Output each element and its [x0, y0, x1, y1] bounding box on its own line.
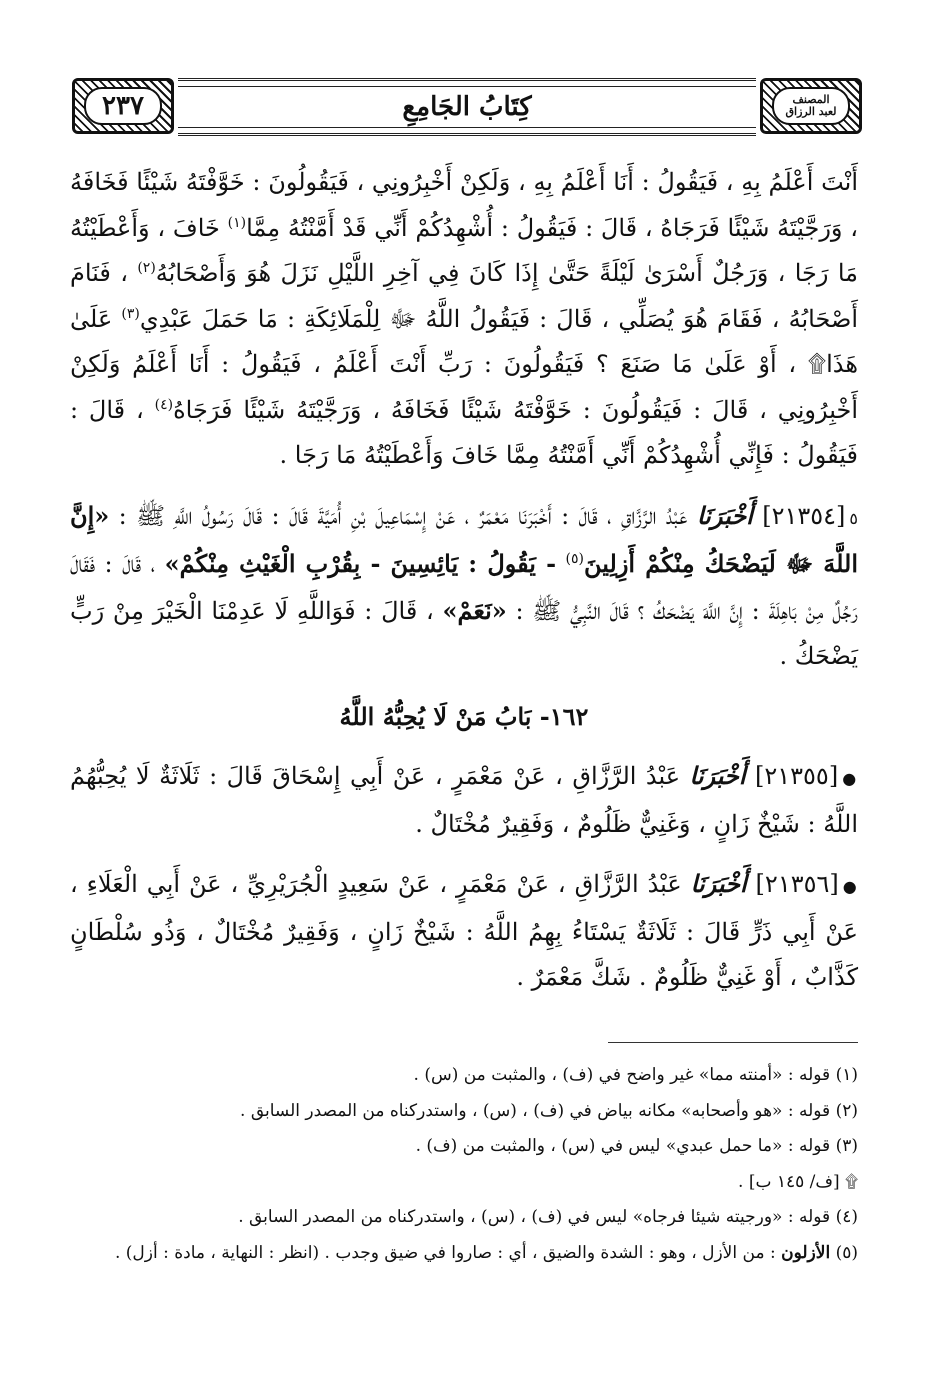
chain-keyword: أَخْبَرَنَا: [696, 500, 753, 530]
hadith-marker: ٥: [849, 508, 858, 528]
folio-mark: ۩: [807, 350, 827, 378]
footnote-2: (٢) قوله : «هو وأصحابه» مكانه بياض في (ف) ، (س) ، واستدركناه من المصدر السابق .: [240, 1100, 858, 1121]
footnote-ref[interactable]: (٢): [137, 260, 156, 276]
prophet-quote: «إِنَّ اللَّهَ ﷻ لَيَضْحَكُ مِنْكُمْ أَزِلِينَ: [70, 500, 858, 578]
chapter-heading: ١٦٢- بَابُ مَنْ لَا يُحِبُّهُ اللَّهُ: [339, 701, 589, 731]
footnote-5: (٥) الأزلون : من الأزل ، وهو : الشدة والضيق ، أي : صاروا في ضيق وجدب . (انظر : النهاية ، مادة : أزل) .: [114, 1242, 858, 1263]
hadith-21354: ٥[٢١٣٥٤] أَخْبَرَنَا عَبْدُ الرَّزَّاقِ ، قَالَ : أَخْبَرَنَا مَعْمَرٌ ، عَنْ إِسْمَاعِيلَ بْنِ أُمَيَّةَ قَالَ : قَالَ رَسُولُ اللَّهِ ﷺ : «إِنَّ اللَّهَ ﷻ لَيَضْحَكُ مِنْكُمْ أَزِلِينَ$^{(٥)}$ - يَقُولُ : يَائِسِينَ - بِقُرْبِ الْغَيْثِ مِنْكُمْ» ، قَالَ : فَقَالَ رَجُلٌ مِنْ بَاهِلَةَ : إِنَّ اللَّهَ يَضْحَكُ ؟ قَالَ النَّبِيُّ ﷺ : «نَعَمْ» ، قَالَ : فَوَاللَّهِ لَا عَدِمْنَا الْخَيْرَ مِنْ رَبٍّ يَضْحَكُ .: [70, 500, 859, 670]
chain-keyword: أَخْبَرَنَا: [689, 761, 746, 790]
footnote-ref[interactable]: (٣): [121, 305, 140, 322]
footnote-divider: [608, 1042, 858, 1043]
footnote-1: (١) قوله : «أمنته مما» غير واضح في (ف) ، والمثبت من (س) .: [413, 1065, 858, 1085]
page-number: ٢٣٧: [102, 91, 144, 121]
footnotes: [70, 1058, 858, 1271]
hadith-number: [٢١٣٥٦]: [755, 870, 839, 898]
hadith-number: [٢١٣٥٤]: [762, 501, 846, 530]
continued-hadith-paragraph: أَنْتَ أَعْلَمُ بِهِ ، فَيَقُولُ : أَنَا أَعْلَمُ بِهِ ، وَلَكِنْ أَخْبِرُونِي ، فَيَقُولُونَ : خَوَّفْتَهُ شَيْئًا فَخَافَهُ ، وَرَجَّيْتَهُ شَيْئًا فَرَجَاهُ ، قَالَ : فَيَقُولُ : أُشْهِدُكُمْ أَنِّي قَدْ أَمَّنْتُهُ مِمَّا$^{(١)}$ خَافَ ، وَأَعْطَيْتُهُ مَا رَجَا ، وَرَجُلٌ أَسْرَىٰ لَيْلَةً حَتَّىٰ إِذَا كَانَ فِي آخِرِ اللَّيْلِ نَزَلَ هُوَ وَأَصْحَابُهُ$^{(٢)}$ ، فَنَامَ أَصْحَابُهُ ، فَقَامَ هُوَ يُصَلِّي ، قَالَ : فَيَقُولُ اللَّهُ ﷻ لِلْمَلَائِكَةِ : مَا حَمَلَ عَبْدِي$^{(٣)}$ عَلَىٰ هَذَا۩ ، أَوْ عَلَىٰ مَا صَنَعَ ؟ فَيَقُولُونَ : رَبِّ أَنْتَ أَعْلَمُ ، فَيَقُولُ : أَنَا أَعْلَمُ وَلَكِنْ أَخْبِرُونِي ، قَالَ : فَيَقُولُونَ : خَوَّفْتَهُ شَيْئًا فَخَافَهُ ، وَرَجَّيْتَهُ شَيْئًا فَرَجَاهُ$^{(٤)}$ ، قَالَ : فَيَقُولُ : فَإِنِّي أُشْهِدُكُمْ أَنِّي أَمَّنْتُهُ مِمَّا خَافَ وَأَعْطَيْتُهُ مَا رَجَا .: [70, 168, 859, 469]
hadith-21356: ●[٢١٣٥٦] أَخْبَرَنَا عَبْدُ الرَّزَّاقِ ، عَنْ مَعْمَرٍ ، عَنْ سَعِيدٍ الْجُرَيْرِيِّ ، عَنْ أَبِي الْعَلَاءِ ، عَنْ أَبِي ذَرٍّ قَالَ : ثَلَاثَةٌ يَسْتَاءُ بِهِمُ اللَّهُ : شَيْخٌ زَانٍ ، وَفَقِيرٌ مُخْتَالٌ ، وَذُو سُلْطَانٍ كَذَّابٌ ، أَوْ غَنِيٌّ ظَلُومٌ . شَكَّ مَعْمَرٌ .: [70, 869, 858, 991]
chain-keyword: أَخْبَرَنَا: [690, 869, 747, 898]
footnote-ref[interactable]: (٤): [154, 396, 174, 413]
prophet-answer: «نَعَمْ»: [442, 595, 507, 625]
page-header: [72, 78, 862, 136]
main-text: [70, 160, 858, 1015]
hadith-21355: ●[٢١٣٥٥] أَخْبَرَنَا عَبْدُ الرَّزَّاقِ ، عَنْ مَعْمَرٍ ، عَنْ أَبِي إِسْحَاقَ قَالَ : ثَلَاثَةٌ لَا يُحِبُّهُمُ اللَّهُ : شَيْخٌ زَانٍ ، وَغَنِيٌّ ظَلُومٌ ، وَفَقِيرٌ مُخْتَالٌ .: [70, 761, 858, 838]
page-number-ornament: [68, 74, 178, 138]
emblem-logo: المصنف لعبد الرزاق: [785, 93, 837, 118]
hadith-marker: ●: [842, 769, 858, 788]
footnote-ref[interactable]: (١): [227, 214, 247, 231]
footnote-3: (٣) قوله : «ما حمل عبدي» ليس في (س) ، والمثبت من (ف) .: [415, 1136, 858, 1156]
book-title: كِتَابُ الجَامِعِ: [402, 92, 532, 122]
footnote-ref[interactable]: (٥): [565, 551, 584, 567]
footnote-folio: ۩ [ف/ ١٤٥ ب] .: [738, 1171, 858, 1192]
hadith-number: [٢١٣٥٥]: [754, 762, 839, 790]
footnote-4: (٤) قوله : «ورجيته شيئا فرجاه» ليس في (ف) ، (س) ، واستدركناه من المصدر السابق .: [238, 1207, 858, 1227]
hadith-marker: ●: [842, 877, 858, 896]
footnote-term: الأزلون: [781, 1242, 831, 1263]
